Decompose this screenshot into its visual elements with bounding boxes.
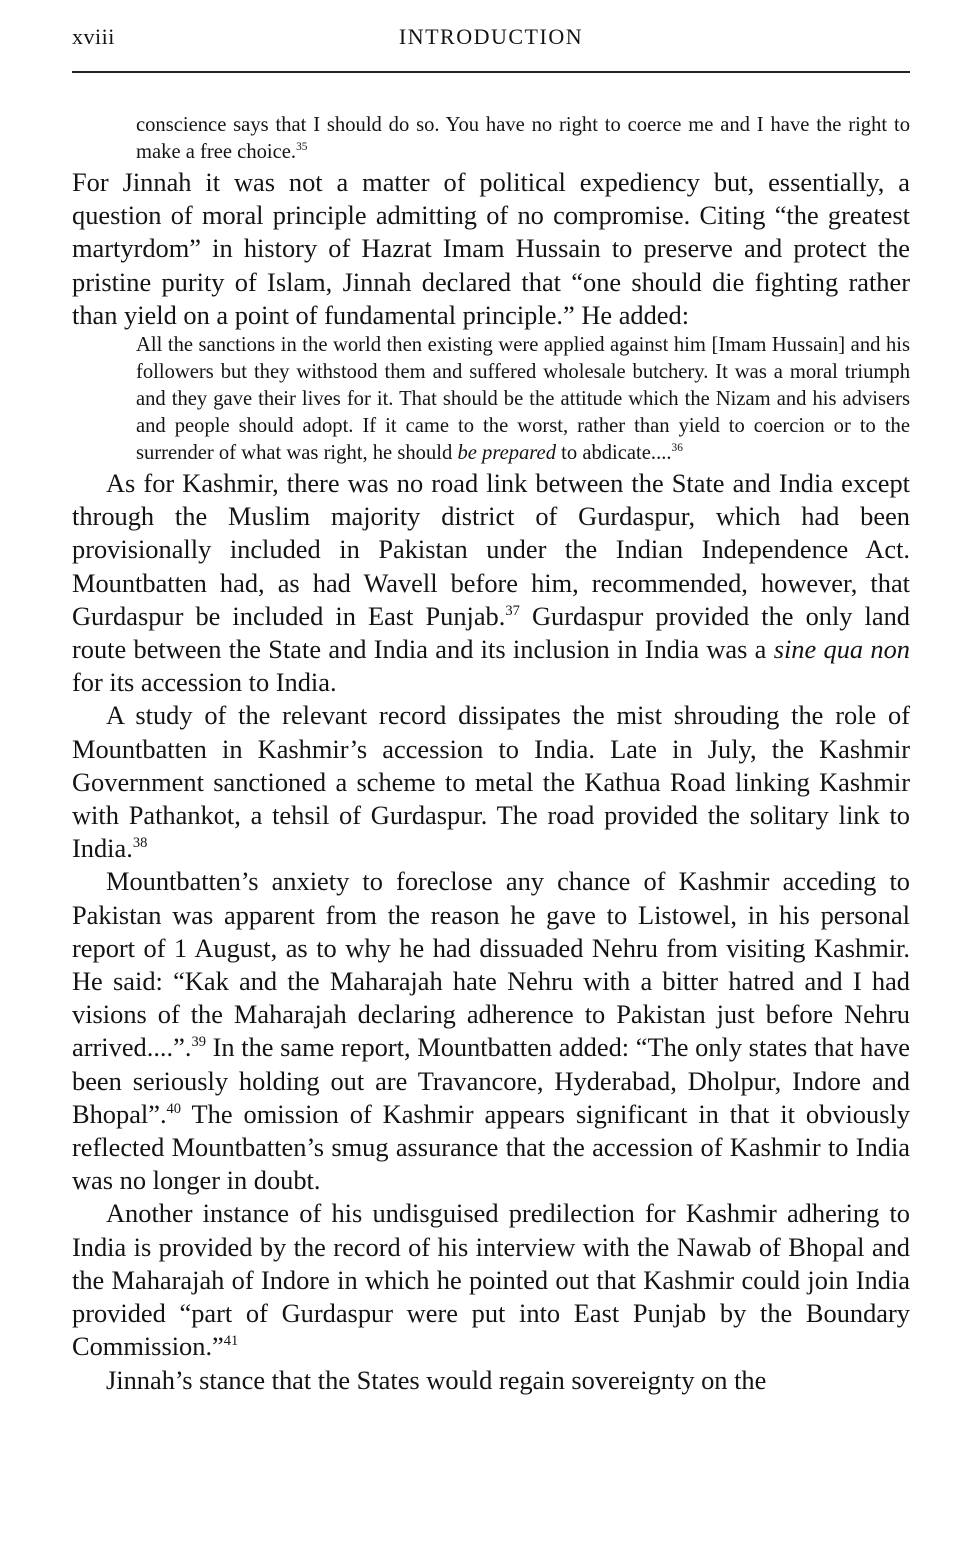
paragraph-1: For Jinnah it was not a matter of political expediency but, essentially, a question of moral principle admitting of no compromise. Citing “the greatest martyrdom” in history of Hazrat Imam Hussain to preserve and protect the pristine purity of Islam, Jinnah declared that “one should die fighting rather than yield on a point of fundamental principle.” He added: [72,167,910,330]
footnote-ref-38: 38 [132,835,148,852]
footnote-ref-40: 40 [166,1100,182,1117]
paragraph-text: Another instance of his undisguised predilection for Kashmir adhering to India is provided by the record of his interview with the Nawab of Bhopal and the Maharajah of Indore in which he pointed out that Kashmir could join India provided “part of Gurdaspur were put into East Punjab by the Boundary Commission.” [72,1198,910,1362]
page-body [72,112,910,1397]
paragraph-3 [72,699,910,865]
paragraph-5 [72,1197,910,1363]
page-header [72,24,910,54]
paragraph-text: As for Kashmir, there was no road link between the State and India except through the Muslim majority district of Gurdaspur, which had been provisionally included in Pakistan under the Indian Independence Act. Mountbatten had, as had Wavell before him, recommended, however, that Gurdaspur be included in East Punjab. [72,468,910,631]
footnote-ref-35: 35 [296,141,308,154]
paragraph-text: In the same report, Mountbatten added: “The only states that have been seriously holding out are Travancore, Hyderabad, Dholpur, Indore and Bhopal”. [72,1032,910,1129]
paragraph-6: Jinnah’s stance that the States would regain sovereignty on the [106,1364,767,1395]
paragraph-4 [72,865,910,1197]
block-quote-1 [136,112,910,166]
header-rule [72,71,910,73]
quote-text: All the sanctions in the world then existing were applied against him [Imam Hussain] and his followers but they withstood them and suffered wholesale butchery. It was a moral triumph and they gave their lives for it. That should be the attitude which the Nizam and his advisers and people should adopt. If it came to the worst, rather than yield to coercion or to the surrender of what was right, he should [136,334,910,465]
footnote-ref-36: 36 [671,442,683,455]
footnote-ref-39: 39 [191,1034,206,1051]
running-title: INTRODUCTION [398,24,584,49]
paragraph-text: The omission of Kashmir appears significant in that it obviously reflected Mountbatten’s smug assurance that the accession of Kashmir to India was no longer in doubt. [72,1098,910,1196]
page-number: xviii [72,24,115,49]
block-quote-2 [136,332,910,467]
quote-text-tail: to abdicate.... [561,442,672,465]
paragraph-text: Mountbatten’s anxiety to foreclose any chance of Kashmir acceding to Pakistan was apparent from the reason he gave to Listowel, in his personal report of 1 August, as to why he had dissuaded Nehru from visiting Kashmir. He said: “Kak and the Maharajah hate Nehru with a bitter hatred and I had visions of the Maharajah declaring adherence to Pakistan just before Nehru arrived....”. [72,866,910,1063]
paragraph-text: for its accession to India. [72,667,337,698]
paragraph-text: A study of the relevant record dissipates the mist shrouding the role of Mountbatten in Kashmir’s accession to India. Late in July, the Kashmir Government sanctioned a scheme to metal the Kathua Road linking Kashmir with Pathankot, a tehsil of Gurdaspur. The road provided the solitary link to India. [72,700,910,864]
italic-phrase: be prepared [457,442,556,465]
quote-text: conscience says that I should do so. You have no right to coerce me and I have the right to make a free choice. [136,114,910,163]
paragraph-2 [72,467,910,699]
footnote-ref-41: 41 [223,1333,239,1350]
italic-phrase: sine qua non [773,634,910,665]
footnote-ref-37: 37 [505,602,520,619]
paragraph-text: Gurdaspur provided the only land route between the State and India and its inclusion in India was a [72,600,910,665]
